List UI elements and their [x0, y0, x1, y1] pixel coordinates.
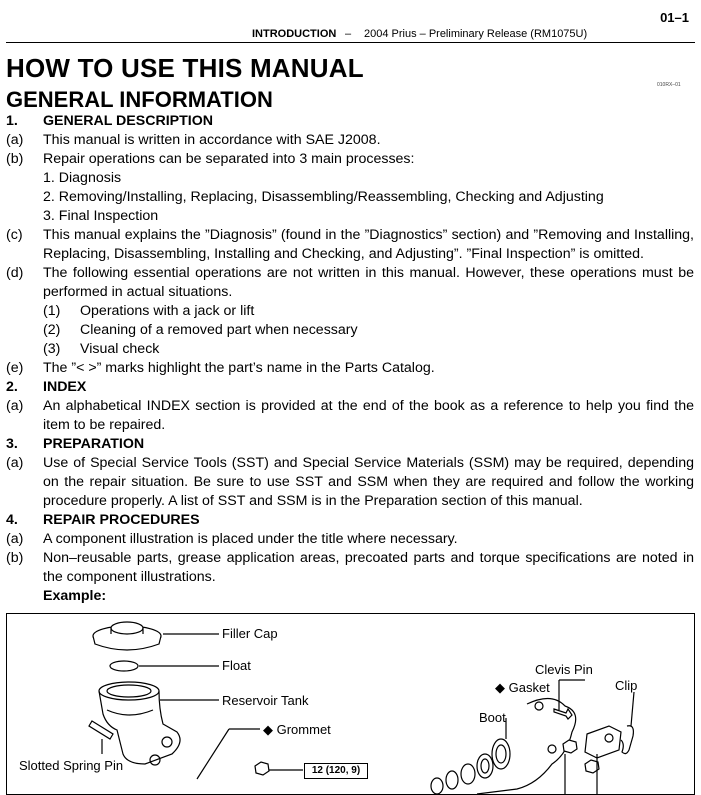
page-number: 01–1: [660, 10, 689, 25]
section-heading: 1. GENERAL DESCRIPTION: [6, 113, 214, 129]
paragraph: (b) Non–reusable parts, grease application areas, precoated parts and torque specifications are noted in the component illustrations.: [6, 550, 694, 585]
paragraph: (d) The following essential operations are not written in this manual. However, these operations must be performed in actual situations.: [6, 265, 694, 300]
list-item: 2. Removing/Installing, Replacing, Disassembling/Reassembling, Checking and Adjusting: [43, 189, 604, 205]
bolt-drawing: [255, 762, 303, 775]
section-heading: 2. INDEX: [6, 379, 87, 395]
list-item: (2) Cleaning of a removed part when necessary: [43, 322, 358, 338]
list-item: (3) Visual check: [43, 341, 160, 357]
slotted-spring-pin-label: Slotted Spring Pin: [19, 758, 124, 773]
manual-body: [6, 112, 694, 606]
paragraph: (e) The ”< >” marks highlight the part’s name in the Parts Catalog.: [6, 360, 435, 376]
example-label: Example:: [43, 588, 107, 604]
header-rule: [6, 42, 695, 43]
paragraph: (a) A component illustration is placed under the title where necessary.: [6, 531, 458, 547]
header-dash: –: [345, 28, 352, 40]
torque-spec-box: 12 (120, 9): [304, 763, 368, 779]
list-item: 1. Diagnosis: [43, 170, 122, 186]
reservoir-tank-label: Reservoir Tank: [222, 693, 309, 708]
gasket-label: ◆ Gasket: [495, 680, 550, 695]
paragraph: (a) An alphabetical INDEX section is provided at the end of the book as a reference to help you find the item to be repaired.: [6, 398, 694, 433]
section-heading: 3. PREPARATION: [6, 436, 145, 452]
list-item: (1) Operations with a jack or lift: [43, 303, 255, 319]
boot-label: Boot: [479, 710, 506, 725]
header-release: 2004 Prius – Preliminary Release (RM1075U): [364, 28, 588, 40]
float-drawing: [110, 661, 219, 671]
paragraph: (a) This manual is written in accordance with SAE J2008.: [6, 132, 381, 148]
page-subtitle: GENERAL INFORMATION: [6, 87, 273, 112]
filler-cap-label: Filler Cap: [222, 626, 278, 641]
filler-cap-drawing: [93, 622, 219, 650]
paragraph: (c) This manual explains the ”Diagnosis” (found in the ”Diagnostics” section) and ”Removing and Installing, Replacing, Disassembling, Installing and Checking, and Adjusting”. ”Final Inspection” is omitted.: [6, 227, 694, 262]
clip-label: Clip: [615, 678, 638, 693]
reservoir-tank-drawing: [99, 682, 219, 765]
paragraph: (b) Repair operations can be separated into 3 main processes:: [6, 151, 415, 167]
section-heading: 4. REPAIR PROCEDURES: [6, 512, 200, 528]
paragraph: (a) Use of Special Service Tools (SST) and Special Service Materials (SSM) may be required, depending on the repair situation. Be sure to use SST and SSM when they are required and follow the working procedure properly. A list of SST and SSM is in the Preparation section of this manual.: [6, 455, 694, 509]
page-title: HOW TO USE THIS MANUAL: [6, 53, 364, 83]
header-section: INTRODUCTION: [252, 28, 337, 40]
assembly-drawing: [431, 680, 634, 794]
component-illustration: [6, 613, 695, 795]
grommet-leader: [197, 729, 260, 779]
doc-id: 010RX–01: [657, 82, 681, 88]
slotted-spring-pin-drawing: [89, 721, 113, 754]
grommet-label: ◆ Grommet: [263, 722, 331, 737]
list-item: 3. Final Inspection: [43, 208, 159, 224]
clevis-pin-label: Clevis Pin: [535, 662, 593, 677]
float-label: Float: [222, 658, 251, 673]
